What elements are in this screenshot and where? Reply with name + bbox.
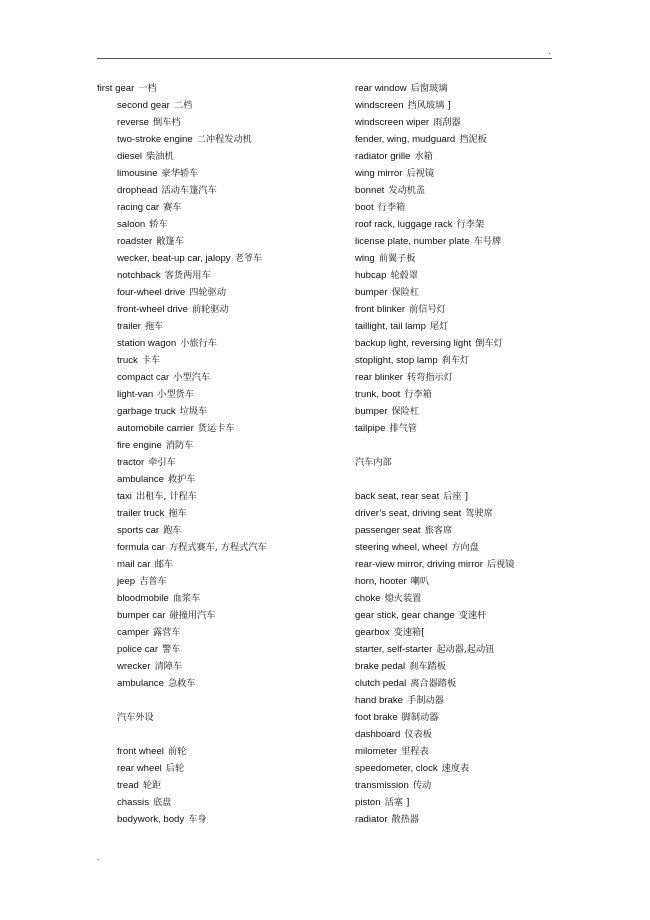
chinese-term: 小型汽车 [173,372,211,383]
english-term: two-stroke engine [117,134,193,145]
vocab-entry [355,726,575,743]
vocab-entry [355,420,575,437]
vocab-entry [355,284,575,301]
english-term: ambulance [117,678,164,689]
vocab-entry [97,148,327,165]
chinese-term: 敞篷车 [156,236,184,247]
vocab-entry [97,573,327,590]
english-term: roof rack, luggage rack [355,219,453,230]
chinese-term: 二档 [173,100,193,111]
chinese-term: 保险杠 [391,406,420,417]
chinese-term: 行李箱 [404,389,432,400]
chinese-term: 排气管 [389,423,417,434]
vocab-entry [97,318,327,335]
chinese-term: 保险杠 [391,287,420,298]
chinese-term: 客货两用车 [164,270,211,281]
vocab-entry [355,556,575,573]
chinese-term: 急救车 [167,678,196,689]
vocab-entry [355,267,575,284]
english-term: truck [117,355,138,366]
vocab-entry [97,488,327,505]
vocab-entry [355,675,575,692]
vocab-entry [355,352,575,369]
english-term: garbage truck [117,406,176,417]
chinese-term: 刹车踏板 [409,661,446,672]
chinese-term: 垃圾车 [179,406,208,417]
vocab-entry [97,505,327,522]
vocab-entry [97,675,327,692]
english-term: trunk, boot [355,389,401,400]
english-term: police car [117,644,159,655]
vocab-entry [97,386,327,403]
vocab-entry [355,590,575,607]
chinese-term: 拖车 [168,508,187,519]
english-term: bonnet [355,185,385,196]
vocab-entry [97,471,327,488]
english-term: radiator [355,814,388,825]
english-term: front-wheel drive [117,304,188,315]
english-term: rear blinker [355,372,403,383]
english-term: bodywork, body [117,814,185,825]
english-term: milometer [355,746,398,757]
chinese-term: 前翼子板 [378,253,416,264]
vocab-entry [97,658,327,675]
english-term: clutch pedal [355,678,407,689]
chinese-term: 水箱 [414,151,433,162]
vocab-entry [97,811,327,828]
vocab-entry [355,369,575,386]
chinese-term: 碰撞用汽车 [169,610,216,621]
vocab-entry [97,777,327,794]
vocab-entry [355,794,575,811]
chinese-term: 挡泥板 [459,134,487,145]
chinese-term: 传动 [412,780,432,791]
vocab-entry [97,199,327,216]
english-term: hand brake [355,695,404,706]
english-term: speedometer, clock [355,763,438,774]
chinese-term: 车号牌 [473,236,502,247]
chinese-term: 活塞 ] [384,797,410,808]
english-term: driver’s seat, driving seat [355,508,462,519]
vocab-entry [97,301,327,318]
chinese-term: 离合器踏板 [410,678,457,689]
vocab-entry [97,454,327,471]
english-term: piston [355,797,381,808]
vocab-entry [97,369,327,386]
chinese-term: 前轮 [167,746,187,757]
chinese-term: 四轮驱动 [189,287,227,298]
english-term: radiator grille [355,151,411,162]
vocab-entry [355,216,575,233]
english-term: fire engine [117,440,162,451]
vocab-entry [355,777,575,794]
english-term: bumper car [117,610,166,621]
vocab-entry [97,624,327,641]
english-term: hubcap [355,270,387,281]
english-term: steering wheel, wheel [355,542,448,553]
vocab-entry [355,233,575,250]
vocab-entry [97,539,327,556]
chinese-term: 旅客席 [424,525,453,536]
english-term: reverse [117,117,149,128]
chinese-term: 方程式赛车, 方程式汽车 [168,542,267,553]
chinese-term: 血浆车 [172,593,201,604]
english-term: tread [117,780,139,791]
vocab-entry [355,80,575,97]
english-term: transmission [355,780,409,791]
chinese-term: 倒车灯 [475,338,503,349]
vocab-entry [355,199,575,216]
chinese-term: 卡车 [141,355,161,366]
header-rule [97,58,552,59]
english-term: trailer [117,321,141,332]
english-term: bumper [355,406,388,417]
vocab-entry [355,131,575,148]
chinese-term: 警车 [162,644,181,655]
chinese-term: 手制动器 [407,695,444,706]
vocab-entry [355,301,575,318]
header-mark: . [548,46,551,56]
english-term: boot [355,202,374,213]
english-term: wecker, beat-up car, jalopy [117,253,231,264]
chinese-term: 小旅行车 [180,338,217,349]
vocab-entry [355,182,575,199]
english-term: brake pedal [355,661,406,672]
english-term: starter, self-starter [355,644,433,655]
vocab-entry [97,760,327,777]
chinese-term: 仪表板 [404,729,432,740]
chinese-term: 一档 [138,83,157,94]
english-term: license plate, number plate [355,236,470,247]
vocab-entry [97,250,327,267]
english-term: chassis [117,797,149,808]
chinese-term: 里程表 [401,746,429,757]
english-term: bloodmobile [117,593,169,604]
chinese-term: 后窗玻璃 [410,83,448,94]
vocab-entry [97,794,327,811]
chinese-term: 赛车 [163,202,182,213]
vocab-entry [97,590,327,607]
vocab-entry [355,641,575,658]
chinese-term: 变速箱[ [393,627,425,638]
chinese-term: 前轮驱动 [191,304,229,315]
english-term: tailpipe [355,423,386,434]
chinese-term: 刹车灯 [441,355,470,366]
chinese-term: 尾灯 [429,321,449,332]
chinese-term: 雨刮器 [433,117,461,128]
english-term: rear-view mirror, driving mirror [355,559,483,570]
chinese-term: 倒车档 [153,117,181,128]
chinese-term: 后视镜 [406,168,435,179]
english-term: light-van [117,389,154,400]
vocab-entry [355,624,575,641]
vocab-entry [97,641,327,658]
chinese-term: 消防车 [165,440,194,451]
vocab-entry [97,80,327,97]
vocab-entry [97,284,327,301]
blank-line [355,471,575,488]
vocab-entry [97,403,327,420]
vocab-entry [97,352,327,369]
english-term: windscreen wiper [355,117,430,128]
chinese-term: 挡风玻璃 ] [407,100,451,111]
chinese-term: 拖车 [145,321,164,332]
vocab-entry [355,573,575,590]
chinese-term: 货运卡车 [197,423,235,434]
english-term: choke [355,593,381,604]
vocab-entry [97,114,327,131]
chinese-term: 救护车 [167,474,196,485]
english-term: front blinker [355,304,406,315]
chinese-term: 车身 [188,814,207,825]
chinese-term: 散热器 [391,814,420,825]
chinese-term: 发动机盖 [388,185,426,196]
english-term: taxi [117,491,132,502]
chinese-term: 底盘 [153,797,172,808]
footer-mark: . [97,852,100,862]
chinese-term: 起动器,起动钮 [436,644,495,655]
section-heading [97,709,327,726]
vocab-entry [355,522,575,539]
vocab-entry [355,709,575,726]
chinese-term: 前信号灯 [409,304,446,315]
english-term: automobile carrier [117,423,194,434]
vocab-entry [355,148,575,165]
chinese-term: 邮车 [154,559,173,570]
vocab-entry [97,743,327,760]
vocab-entry [355,114,575,131]
english-term: rear window [355,83,407,94]
vocab-entry [355,488,575,505]
english-term: sports car [117,525,160,536]
chinese-term: 牵引车 [148,457,176,468]
vocab-entry [97,522,327,539]
blank-line [97,692,327,709]
english-term: wing [355,253,375,264]
chinese-term: 脚制动器 [401,712,439,723]
chinese-term: 吉普车 [139,576,167,587]
english-term: stoplight, stop lamp [355,355,438,366]
chinese-term: 清障车 [154,661,183,672]
vocab-entry [355,760,575,777]
english-term: taillight, tail lamp [355,321,426,332]
english-term: back seat, rear seat [355,491,440,502]
english-term: ambulance [117,474,164,485]
vocab-entry [355,692,575,709]
vocab-entry [355,658,575,675]
chinese-term: 速度表 [441,763,470,774]
english-term: station wagon [117,338,177,349]
chinese-term: 变速杆 [458,610,487,621]
english-term: rear wheel [117,763,162,774]
english-term: racing car [117,202,160,213]
vocab-entry [355,386,575,403]
chinese-term: 驾驶席 [465,508,493,519]
chinese-term: 行李架 [456,219,485,230]
chinese-term: 转弯指示灯 [407,372,453,383]
english-term: saloon [117,219,146,230]
english-term: gearbox [355,627,390,638]
english-term: bumper [355,287,388,298]
section-heading-text: 汽车内部 [355,457,392,468]
vocab-entry [97,233,327,250]
vocab-entry [97,607,327,624]
chinese-term: 轿车 [149,219,168,230]
chinese-term: 跑车 [163,525,182,536]
chinese-term: 老爷车 [234,253,263,264]
chinese-term: 小型货车 [157,389,195,400]
english-term: tractor [117,457,145,468]
vocab-entry [97,182,327,199]
english-term: drophead [117,185,158,196]
english-term: gear stick, gear change [355,610,455,621]
english-term: jeep [117,576,136,587]
english-term: backup light, reversing light [355,338,472,349]
english-term: compact car [117,372,170,383]
chinese-term: 出租车, 计程车 [135,491,197,502]
right-column [355,80,575,828]
chinese-term: 后视镜 [486,559,515,570]
english-term: windscreen [355,100,404,111]
chinese-term: 熄火装置 [384,593,422,604]
vocab-entry [97,165,327,182]
vocab-entry [355,318,575,335]
vocab-entry [355,403,575,420]
vocab-entry [355,335,575,352]
vocab-entry [97,267,327,284]
english-term: limousine [117,168,158,179]
english-term: passenger seat [355,525,421,536]
section-heading-text: 汽车外设 [117,712,154,723]
vocab-entry [355,539,575,556]
english-term: notchback [117,270,161,281]
chinese-term: 行李箱 [377,202,406,213]
english-term: first gear [97,83,135,94]
chinese-term: 露营车 [153,627,181,638]
vocab-entry [355,811,575,828]
section-heading [355,454,575,471]
blank-line [355,437,575,454]
english-term: roadster [117,236,153,247]
chinese-term: 柴油机 [146,151,174,162]
chinese-term: 豪华轿车 [161,168,199,179]
english-term: fender, wing, mudguard [355,134,456,145]
chinese-term: 二冲程发动机 [196,134,252,145]
chinese-term: 喇叭 [410,576,430,587]
vocab-entry [97,420,327,437]
english-term: second gear [117,100,170,111]
vocab-entry [97,556,327,573]
chinese-term: 方向盘 [451,542,479,553]
english-term: diesel [117,151,143,162]
blank-line [97,726,327,743]
chinese-term: 后座 ] [443,491,469,502]
vocab-entry [355,607,575,624]
vocab-entry [355,250,575,267]
vocab-entry [97,97,327,114]
vocab-entry [355,743,575,760]
chinese-term: 活动车篷汽车 [161,185,217,196]
english-term: wing mirror [355,168,403,179]
vocab-entry [355,165,575,182]
vocab-entry [355,505,575,522]
vocab-entry [97,437,327,454]
english-term: wrecker [117,661,151,672]
english-term: four-wheel drive [117,287,186,298]
chinese-term: 轮毂罩 [390,270,419,281]
chinese-term: 后轮 [165,763,185,774]
english-term: horn, hooter [355,576,407,587]
chinese-term: 轮距 [142,780,162,791]
english-term: formula car [117,542,165,553]
english-term: foot brake [355,712,398,723]
vocab-entry [97,216,327,233]
english-term: trailer truck [117,508,165,519]
english-term: mail car [117,559,151,570]
english-term: dashboard [355,729,401,740]
english-term: camper [117,627,149,638]
english-term: front wheel [117,746,164,757]
vocab-entry [355,97,575,114]
vocab-entry [97,335,327,352]
vocab-entry [97,131,327,148]
left-column [97,80,327,828]
